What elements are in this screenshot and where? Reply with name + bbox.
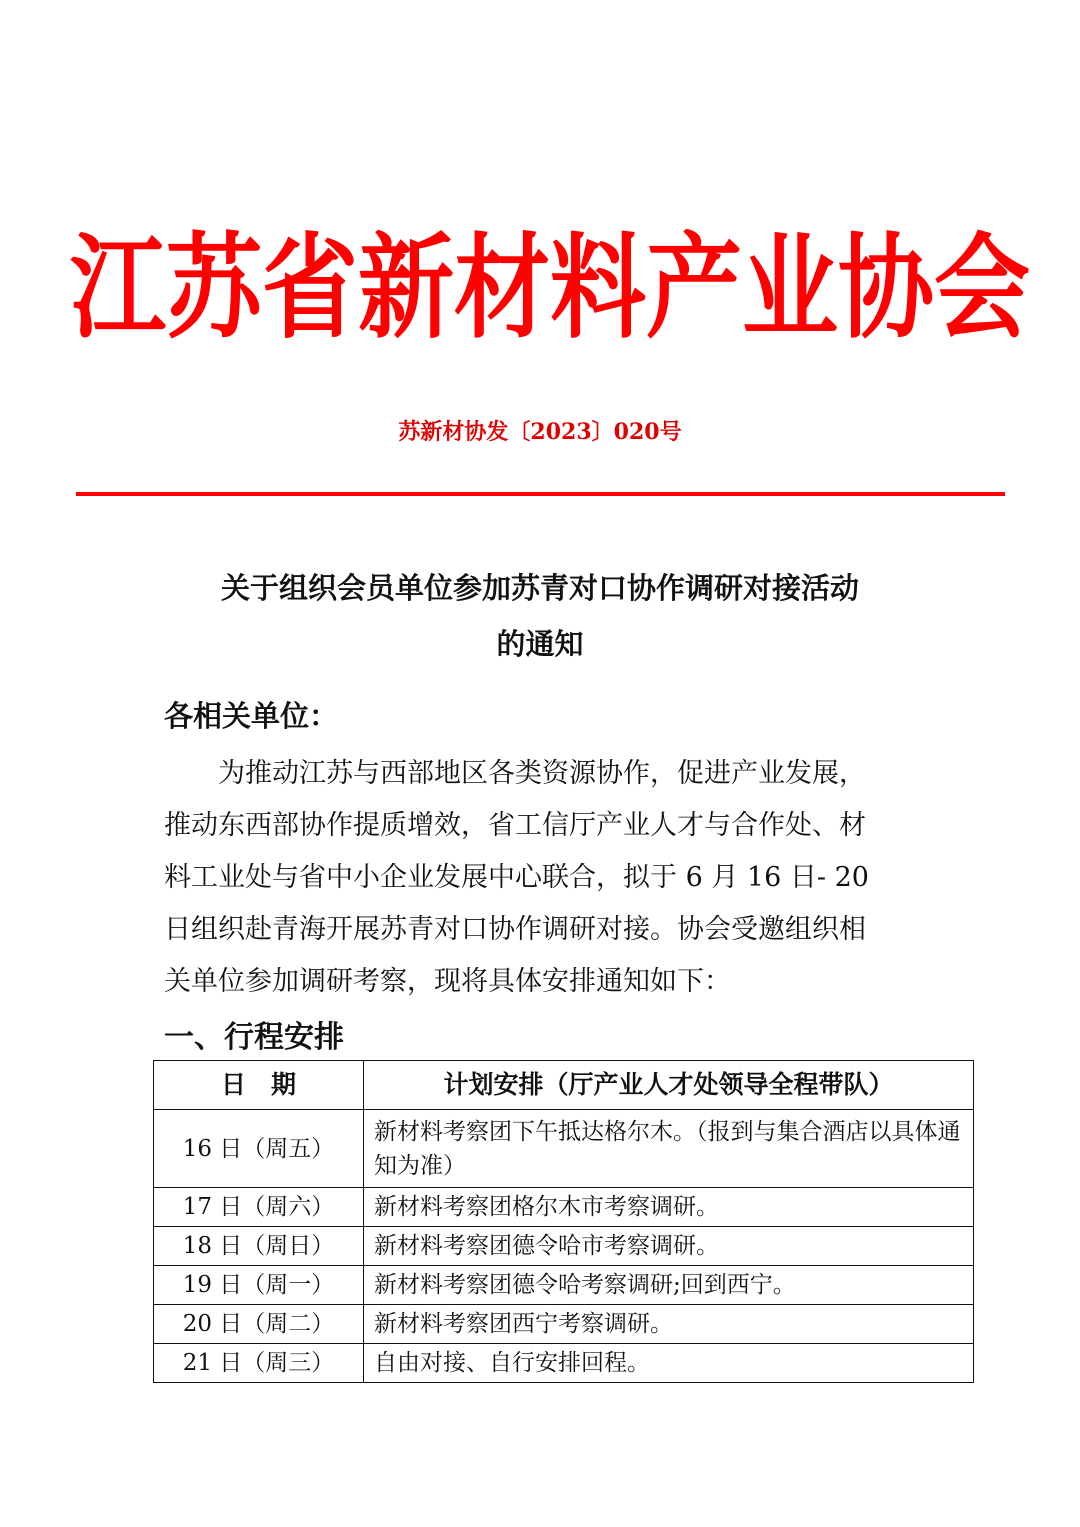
body-paragraph-line: 日组织赴青海开展苏青对口协作调研对接。协会受邀组织相 bbox=[164, 914, 866, 945]
table-row bbox=[154, 1344, 974, 1383]
section-heading-itinerary: 一、行程安排 bbox=[164, 1020, 344, 1055]
org-name-char: 协 bbox=[838, 221, 934, 355]
table-row bbox=[154, 1110, 974, 1188]
table-header-row bbox=[154, 1061, 974, 1110]
org-name-char: 会 bbox=[934, 221, 1030, 355]
org-name-char: 省 bbox=[262, 221, 358, 355]
schedule-date-cell: 16 日（周五） bbox=[154, 1110, 364, 1188]
schedule-plan-cell: 自由对接、自行安排回程。 bbox=[364, 1344, 974, 1383]
header-divider bbox=[76, 492, 1005, 496]
schedule-plan-cell: 新材料考察团德令哈考察调研;回到西宁。 bbox=[364, 1266, 974, 1305]
body-paragraph-line: 料工业处与省中小企业发展中心联合，拟于 6 月 16 日- 20 bbox=[164, 862, 869, 893]
org-name-char: 苏 bbox=[166, 221, 262, 355]
table-row bbox=[154, 1188, 974, 1227]
body-paragraph-line: 为推动江苏与西部地区各类资源协作，促进产业发展， bbox=[218, 758, 866, 789]
org-name-char: 新 bbox=[358, 221, 454, 355]
document-number: 苏新材协发〔2023〕020号 bbox=[398, 419, 682, 445]
schedule-plan-cell: 新材料考察团格尔木市考察调研。 bbox=[364, 1188, 974, 1227]
org-letterhead bbox=[70, 218, 1030, 358]
body-paragraph-line: 推动东西部协作提质增效，省工信厅产业人才与合作处、材 bbox=[164, 810, 866, 841]
schedule-table bbox=[153, 1060, 974, 1383]
schedule-date-cell: 19 日（周一） bbox=[154, 1266, 364, 1305]
org-name-char: 材 bbox=[454, 221, 550, 355]
salutation: 各相关单位： bbox=[164, 699, 339, 733]
schedule-plan-cell: 新材料考察团西宁考察调研。 bbox=[364, 1305, 974, 1344]
org-name-char: 业 bbox=[742, 221, 838, 355]
schedule-date-cell: 21 日（周三） bbox=[154, 1344, 364, 1383]
column-header-plan: 计划安排（厅产业人才处领导全程带队） bbox=[364, 1061, 974, 1110]
schedule-date-cell: 18 日（周日） bbox=[154, 1227, 364, 1266]
schedule-date-cell: 20 日（周二） bbox=[154, 1305, 364, 1344]
column-header-date: 日 期 bbox=[154, 1061, 364, 1110]
schedule-plan-cell: 新材料考察团德令哈市考察调研。 bbox=[364, 1227, 974, 1266]
table-row bbox=[154, 1227, 974, 1266]
schedule-plan-cell: 新材料考察团下午抵达格尔木。（报到与集合酒店以具体通知为准） bbox=[364, 1110, 974, 1188]
org-name-char: 料 bbox=[550, 221, 646, 355]
notice-title-line-2: 的通知 bbox=[496, 627, 584, 661]
table-row bbox=[154, 1266, 974, 1305]
table-row bbox=[154, 1305, 974, 1344]
notice-title-line-1: 关于组织会员单位参加苏青对口协作调研对接活动 bbox=[220, 571, 859, 605]
org-name-char: 产 bbox=[646, 221, 742, 355]
body-paragraph-line: 关单位参加调研考察，现将具体安排通知如下： bbox=[164, 966, 731, 997]
org-name-char: 江 bbox=[70, 221, 166, 355]
schedule-date-cell: 17 日（周六） bbox=[154, 1188, 364, 1227]
